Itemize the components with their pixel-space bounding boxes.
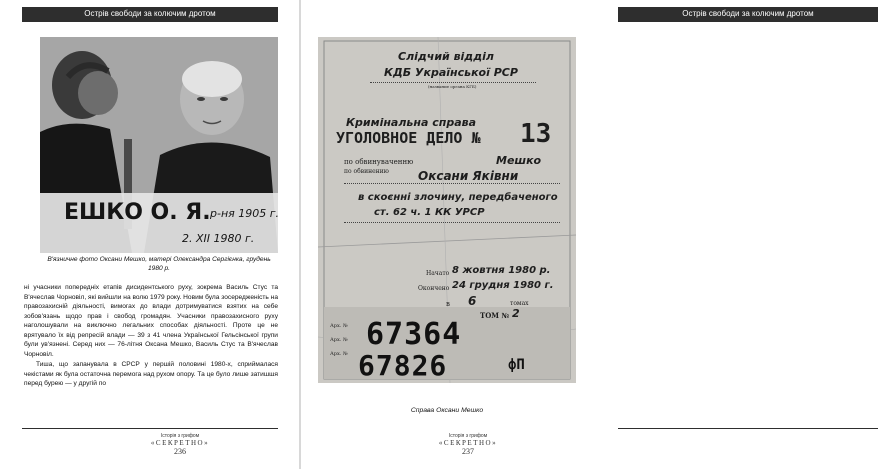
prison-photo-image [40, 37, 278, 253]
body-paragraph-2: Тиша, що запанувала в СРСР у першій половині 1980-х, сприймалася чекістами як була остаточна перемога над рухом опору. Та це було лише затишшя перед бурею — у другій по [24, 361, 278, 387]
inscription-date: 2. XII 1980 г. [182, 232, 255, 245]
footer-series: Історія з грифом [160, 433, 200, 439]
footer-rule-right [618, 428, 878, 429]
header-rule-right [618, 21, 878, 22]
file-charge-line: в скоєнні злочину, передбаченого [358, 192, 558, 203]
file-archive-label-1: Арх. № [330, 323, 348, 329]
file-agency-note: (название органа КГБ) [428, 84, 477, 89]
footer-secret-right: «СЕКРЕТНО» [438, 439, 498, 447]
file-stamp-2-suffix: фП [508, 357, 525, 373]
case-file-caption: Справа Оксани Мешко [410, 407, 484, 414]
file-article-line: ст. 62 ч. 1 КК УРСР [374, 207, 485, 218]
page-number-left: 236 [174, 447, 186, 456]
page-number-right: 237 [462, 447, 474, 456]
inscription-birth: р-ня 1905 г. [210, 207, 280, 220]
file-archive-label-3: Арх. № [330, 351, 348, 357]
file-case-number: 13 [520, 119, 552, 149]
file-started-label: Начато [426, 270, 450, 277]
file-finished-label: Окончено [418, 285, 450, 292]
file-handwritten-title: Кримінальна справа [346, 116, 477, 129]
footer-left [120, 431, 240, 457]
file-stamp-2: 67826 [358, 349, 448, 382]
file-accused-label-2: по обвинению [344, 168, 389, 175]
file-stamp-1: 67364 [366, 317, 462, 352]
file-volume-value: 2 [512, 307, 520, 320]
file-volumes-suffix: томах [510, 300, 529, 307]
running-head-right: Острів свободи за колючим дротом [618, 7, 878, 21]
file-started-value: 8 жовтня 1980 р. [452, 265, 551, 276]
file-printed-title: УГОЛОВНОЕ ДЕЛО № [336, 129, 481, 147]
file-volumes-value: 6 [468, 294, 477, 308]
header-rule-left [22, 21, 278, 22]
file-agency: КДБ Української РСР [384, 66, 518, 79]
running-head-left: Острів свободи за колючим дротом [22, 7, 278, 21]
file-volumes-prefix: в [446, 300, 450, 308]
article-underline [344, 222, 560, 223]
inscription-name: ЕШКО О. Я. [64, 200, 211, 225]
footer-series-right: Історія з грифом [448, 433, 488, 439]
footer-rule-left [22, 428, 278, 429]
left-page [0, 0, 300, 469]
file-archive-label-2: Арх. № [330, 337, 348, 343]
file-accused-surname: Мешко [496, 154, 542, 167]
file-accused-label-1: по обвинуваченню [344, 158, 414, 166]
file-finished-value: 24 грудня 1980 г. [452, 280, 554, 291]
prison-photo [40, 37, 278, 253]
file-volume-label: ТОМ № [480, 311, 510, 320]
body-text [24, 283, 278, 389]
file-accused-name: Оксани Яківни [418, 169, 519, 183]
body-paragraph-1: ні учасники попередніх етапів дисидентського руху, зокрема Василь Стус та В'ячеслав Чорновіл, які вийшли на волю 1979 року. Новим була зосередженість на правозахисній діяльності, вимогах до влади дотримуватися взятих на себе зобов'язань щодо прав і свобод громадян. Учасники правозахисного руху наголошували на виключно легальних способах діяльності. Проте це не врятувало їх від репресій влади — 39 з 41 члена Української Гельсінської групи були ув'язнені. Серед них — 76-літня Оксана Мешко, Василь Стус та В'ячеслав Чорновіл. [24, 284, 278, 358]
footer-right [408, 431, 528, 457]
file-department: Слідчий відділ [398, 50, 494, 63]
photo-caption: В'язничне фото Оксани Мешко, матері Олександра Сергієнка, грудень 1980 р. [47, 256, 271, 272]
case-file-cover [318, 37, 576, 383]
agency-underline [370, 82, 536, 83]
footer-secret: «СЕКРЕТНО» [150, 439, 210, 447]
name-underline [344, 183, 560, 184]
